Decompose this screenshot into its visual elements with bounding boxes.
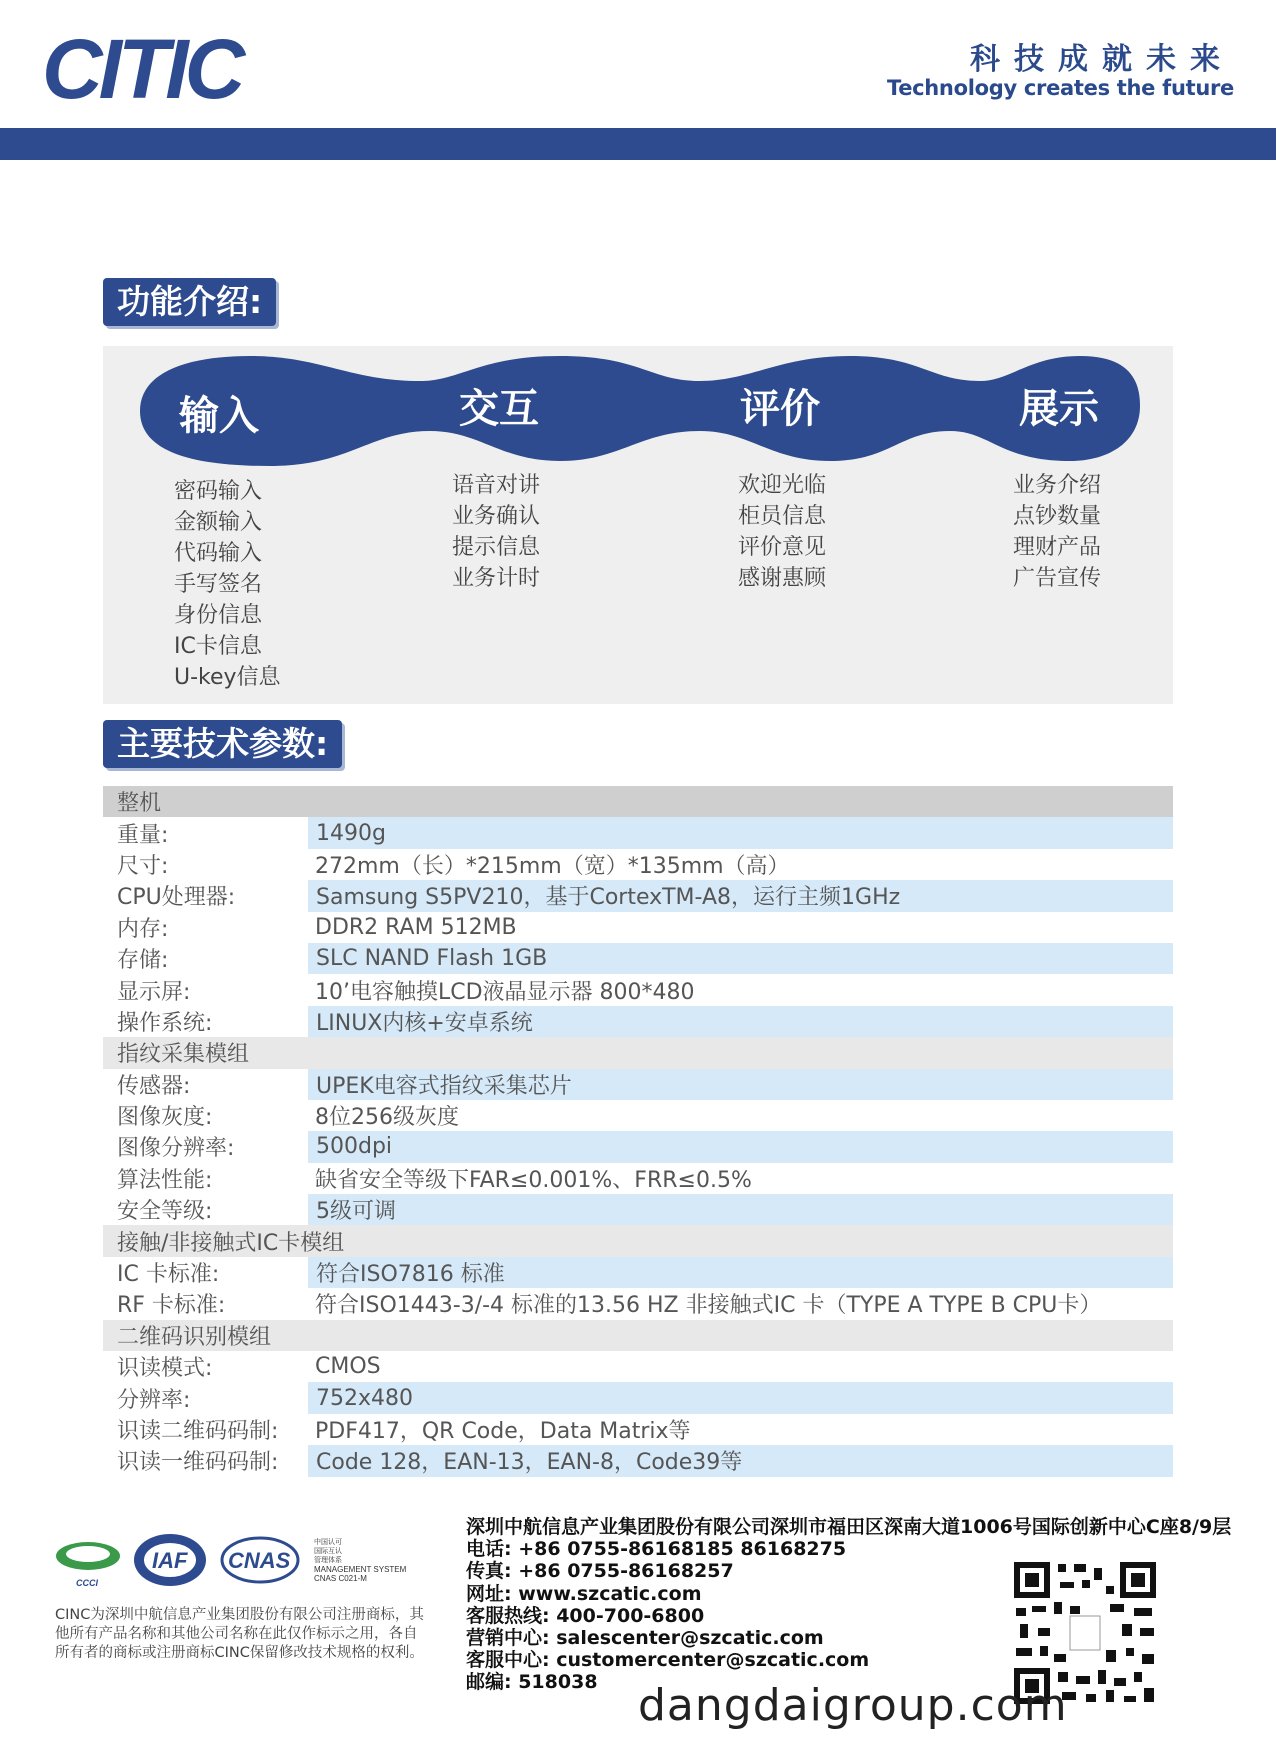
trademark-disclaimer: CINC为深圳中航信息产业集团股份有限公司注册商标，其他所有产品名称和其他公司名称在此仅作标示之用，各自所有者的商标或注册商标CINC保留修改技术规格的权利。	[55, 1607, 424, 1661]
table-row	[103, 817, 1173, 848]
features-heading: 功能介绍:	[103, 278, 276, 326]
table-row	[103, 1414, 1173, 1445]
spec-label: 存储:	[117, 948, 169, 974]
list-item: 广告宣传	[1013, 566, 1102, 591]
spec-value: 752x480	[307, 1382, 1173, 1413]
spec-value: 缺省安全等级下FAR≤0.001%、FRR≤0.5%	[315, 1167, 752, 1193]
spec-label: 重量:	[117, 822, 169, 848]
list-item: 语音对讲	[452, 473, 541, 498]
table-row	[103, 1100, 1173, 1131]
slogan-chinese: 科技成就未来	[970, 42, 1234, 77]
table-row	[103, 849, 1173, 880]
spec-value: 500dpi	[307, 1131, 1173, 1162]
spec-label: 操作系统:	[117, 1010, 213, 1036]
spec-value: LINUX内核+安卓系统	[307, 1006, 1173, 1037]
spec-group-row	[103, 1037, 1173, 1068]
list-item: 业务计时	[452, 566, 541, 591]
table-row	[103, 974, 1173, 1005]
spec-group-row	[103, 1320, 1173, 1351]
group-label: 接触/非接触式IC卡模组	[117, 1230, 345, 1256]
svg-text:国际互认: 国际互认	[314, 1548, 342, 1555]
specs-heading: 主要技术参数:	[103, 720, 342, 768]
list-item: 评价意见	[738, 535, 827, 560]
list-item: 业务介绍	[1013, 473, 1102, 498]
spec-value: 8位256级灰度	[315, 1105, 459, 1131]
list-item: 业务确认	[452, 504, 541, 529]
fax: 传真: +86 0755-86168257	[466, 1560, 734, 1583]
ccci-logo	[56, 1542, 120, 1588]
spec-label: CPU处理器:	[117, 885, 236, 911]
table-row	[103, 880, 1173, 911]
list-item: 点钞数量	[1013, 504, 1102, 529]
spec-label: 识读二维码码制:	[117, 1419, 279, 1444]
spec-label: RF 卡标准:	[117, 1293, 226, 1319]
table-row	[103, 1445, 1173, 1476]
spec-label: 识读一维码码制:	[117, 1450, 279, 1476]
certification-logos	[52, 1530, 422, 1590]
list-item: IC卡信息	[174, 634, 262, 659]
svg-text:CNAS C021-M: CNAS C021-M	[314, 1574, 367, 1583]
input-feature-list	[174, 476, 281, 693]
stage-input: 输入	[179, 393, 259, 439]
cert-note	[314, 1537, 407, 1583]
spec-label: 尺寸:	[117, 853, 169, 879]
support-email[interactable]: 客服中心: customercenter@szcatic.com	[466, 1649, 870, 1672]
spec-label: 算法性能:	[117, 1167, 213, 1193]
spec-label: IC 卡标准:	[117, 1262, 220, 1288]
spec-label: 分辨率:	[117, 1387, 191, 1413]
list-item: 柜员信息	[738, 504, 827, 529]
list-item: 欢迎光临	[738, 473, 827, 498]
group-label: 指纹采集模组	[117, 1042, 250, 1068]
table-row	[103, 1288, 1173, 1319]
list-item: 金额输入	[174, 510, 263, 535]
spec-label: 安全等级:	[117, 1199, 213, 1225]
svg-text:IAF: IAF	[152, 1548, 188, 1573]
spec-label: 内存:	[117, 916, 169, 942]
svg-text:CNAS: CNAS	[228, 1548, 291, 1573]
svg-text:管理体系: 管理体系	[314, 1557, 342, 1564]
table-row	[103, 1131, 1173, 1162]
table-row	[103, 1069, 1173, 1100]
phone: 电话: +86 0755-86168185 86168275	[466, 1538, 847, 1561]
evaluate-feature-list	[738, 470, 826, 594]
spec-value: 符合ISO1443-3/-4 标准的13.56 HZ 非接触式IC 卡（TYPE A TYPE B CPU卡）	[315, 1293, 1102, 1319]
table-row	[103, 1163, 1173, 1194]
spec-value: 5级可调	[307, 1194, 1173, 1225]
spec-value: DDR2 RAM 512MB	[315, 914, 517, 940]
spec-label: 识读模式:	[117, 1356, 213, 1382]
svg-text:中国认可: 中国认可	[314, 1539, 342, 1546]
website[interactable]: 网址: www.szcatic.com	[466, 1582, 702, 1605]
spec-label: 传感器:	[117, 1073, 191, 1099]
table-row	[103, 1257, 1173, 1288]
group-label: 二维码识别模组	[117, 1324, 272, 1350]
spec-value: PDF417，QR Code，Data Matrix等	[315, 1419, 691, 1444]
spec-table	[103, 786, 1173, 1477]
list-item: 感谢惠顾	[738, 566, 827, 591]
spec-value: 符合ISO7816 标准	[307, 1257, 1173, 1288]
table-row	[103, 1351, 1173, 1382]
svg-text:CCCI: CCCI	[76, 1578, 98, 1588]
header-bar	[0, 128, 1276, 160]
table-row	[103, 912, 1173, 943]
stage-interact: 交互	[459, 386, 539, 432]
group-label: 整机	[117, 791, 162, 817]
table-row	[103, 943, 1173, 974]
spec-value: UPEK电容式指纹采集芯片	[307, 1069, 1173, 1100]
spec-value: Code 128，EAN-13，EAN-8，Code39等	[307, 1445, 1173, 1476]
interact-feature-list	[452, 470, 540, 594]
citic-logo	[40, 28, 320, 108]
table-row	[103, 1382, 1173, 1413]
list-item: 密码输入	[174, 479, 263, 504]
cnas-logo	[222, 1538, 298, 1582]
logo-text: CITIC	[42, 28, 242, 108]
spec-value: Samsung S5PV210，基于CortexTM-A8，运行主频1GHz	[307, 880, 1173, 911]
hotline: 客服热线: 400-700-6800	[466, 1604, 705, 1627]
spec-value: SLC NAND Flash 1GB	[307, 943, 1173, 974]
table-row	[103, 1006, 1173, 1037]
list-item: 手写签名	[174, 572, 263, 597]
spec-value: 272mm（长）*215mm（宽）*135mm（高）	[315, 853, 790, 879]
spec-value: 10’电容触摸LCD液晶显示器 800*480	[315, 979, 695, 1005]
list-item: 提示信息	[452, 535, 541, 560]
watermark-text: dangdaigroup.com	[638, 1680, 1068, 1731]
postal-code: 邮编: 518038	[466, 1671, 598, 1694]
company-address: 深圳中航信息产业集团股份有限公司深圳市福田区深南大道1006号国际创新中心C座8/9层	[466, 1516, 1232, 1538]
spec-value: CMOS	[315, 1354, 381, 1380]
list-item: 身份信息	[174, 603, 263, 628]
list-item: 理财产品	[1013, 535, 1102, 560]
list-item: U-key信息	[174, 665, 281, 690]
slogan-english: Technology creates the future	[886, 76, 1234, 100]
list-item: 代码输入	[174, 541, 263, 566]
spec-label: 图像分辨率:	[117, 1136, 235, 1162]
spec-value: 1490g	[307, 817, 1173, 848]
stage-display: 展示	[1019, 386, 1099, 432]
iaf-logo	[134, 1534, 206, 1586]
spec-label: 图像灰度:	[117, 1105, 213, 1131]
sales-email[interactable]: 营销中心: salescenter@szcatic.com	[466, 1627, 824, 1650]
spec-group-row	[103, 786, 1173, 817]
table-row	[103, 1194, 1173, 1225]
spec-label: 显示屏:	[117, 979, 191, 1005]
stage-evaluate: 评价	[740, 386, 820, 432]
svg-text:MANAGEMENT SYSTEM: MANAGEMENT SYSTEM	[314, 1565, 407, 1574]
spec-group-row	[103, 1225, 1173, 1256]
display-feature-list	[1013, 470, 1101, 594]
